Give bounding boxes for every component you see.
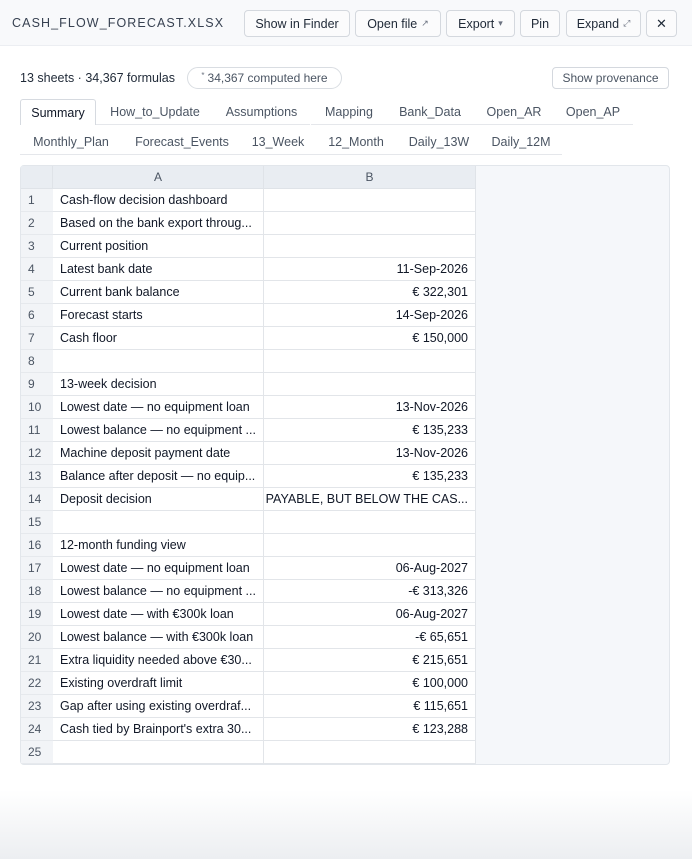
cell-b[interactable]: € 115,651 [264,695,476,718]
column-header-a[interactable]: A [53,166,264,189]
table-row [21,718,476,741]
table-row [21,603,476,626]
asterisk-icon: * [201,70,205,80]
cell-b[interactable]: € 123,288 [264,718,476,741]
row-number[interactable]: 15 [21,511,53,534]
row-number[interactable]: 24 [21,718,53,741]
row-number[interactable]: 10 [21,396,53,419]
row-number[interactable]: 4 [21,258,53,281]
cell-a[interactable]: 12-month funding view [53,534,264,557]
row-number[interactable]: 11 [21,419,53,442]
close-icon: ✕ [656,15,667,31]
show-in-finder-button[interactable] [244,10,350,37]
computed-badge-label: 34,367 computed here [207,71,328,85]
cell-a[interactable]: 13-week decision [53,373,264,396]
row-number[interactable]: 20 [21,626,53,649]
cell-b[interactable] [264,189,476,212]
cell-a[interactable]: Machine deposit payment date [53,442,264,465]
row-number[interactable]: 18 [21,580,53,603]
export-label: Export [458,16,495,31]
row-number[interactable]: 1 [21,189,53,212]
cell-b[interactable] [264,511,476,534]
cell-a[interactable]: Existing overdraft limit [53,672,264,695]
row-number[interactable]: 8 [21,350,53,373]
table-row [21,649,476,672]
cell-b[interactable]: € 100,000 [264,672,476,695]
row-number[interactable]: 22 [21,672,53,695]
export-button[interactable] [446,10,515,37]
cell-a[interactable] [53,511,264,534]
row-number[interactable]: 3 [21,235,53,258]
cell-a[interactable] [53,350,264,373]
open-file-label: Open file [367,16,418,31]
cell-b[interactable]: 06-Aug-2027 [264,557,476,580]
cell-a[interactable]: Cash floor [53,327,264,350]
row-number[interactable]: 16 [21,534,53,557]
cell-a[interactable]: Based on the bank export throug... [53,212,264,235]
tab-assumptions[interactable]: Assumptions [213,99,310,125]
cell-b[interactable] [264,534,476,557]
column-header-b[interactable]: B [264,166,476,189]
cell-a[interactable]: Lowest date — no equipment loan [53,557,264,580]
row-number[interactable]: 12 [21,442,53,465]
expand-button[interactable] [566,10,641,37]
cell-b[interactable]: € 215,651 [264,649,476,672]
row-number[interactable]: 17 [21,557,53,580]
cell-b[interactable]: € 322,301 [264,281,476,304]
tab-daily-13w[interactable]: Daily_13W [398,129,480,155]
row-number[interactable]: 19 [21,603,53,626]
table-row [21,396,476,419]
table-row [21,373,476,396]
tab-how-to-update[interactable]: How_to_Update [96,99,214,125]
open-file-button[interactable] [355,10,441,37]
table-row [21,695,476,718]
show-provenance-button[interactable]: Show provenance [552,67,669,89]
arrow-up-right-icon: ↗ [421,18,429,28]
cell-b[interactable] [264,350,476,373]
table-row [21,672,476,695]
cell-b[interactable]: -€ 65,651 [264,626,476,649]
expand-icon: ⤢ [623,18,631,28]
table-row [21,741,476,764]
row-number[interactable]: 6 [21,304,53,327]
table-row [21,350,476,373]
cell-a[interactable]: Current position [53,235,264,258]
cell-b[interactable]: € 150,000 [264,327,476,350]
row-number[interactable]: 14 [21,488,53,511]
cell-a[interactable]: Cash tied by Brainport's extra 30... [53,718,264,741]
preview-header [0,0,692,46]
table-row [21,235,476,258]
cell-a[interactable]: Lowest balance — with €300k loan [53,626,264,649]
cell-a[interactable]: Latest bank date [53,258,264,281]
cell-a[interactable]: Current bank balance [53,281,264,304]
cell-a[interactable]: Gap after using existing overdraf... [53,695,264,718]
table-row [21,465,476,488]
bottom-shadow [0,790,692,859]
table-row [21,511,476,534]
tab-bank-data[interactable]: Bank_Data [386,99,474,125]
cell-a[interactable]: Lowest date — no equipment loan [53,396,264,419]
tab-open-ap[interactable]: Open_AP [553,99,633,125]
cell-b[interactable]: 06-Aug-2027 [264,603,476,626]
row-number[interactable]: 2 [21,212,53,235]
cell-b[interactable] [264,373,476,396]
table-row [21,626,476,649]
table-row [21,327,476,350]
table-row [21,189,476,212]
tab-monthly-plan[interactable]: Monthly_Plan [20,129,122,155]
table-row [21,442,476,465]
cell-a[interactable]: Cash-flow decision dashboard [53,189,264,212]
row-number[interactable]: 9 [21,373,53,396]
table-row [21,580,476,603]
row-number[interactable]: 23 [21,695,53,718]
cell-b[interactable]: PAYABLE, BUT BELOW THE CAS... [264,488,476,511]
grid-corner [21,166,53,189]
table-row [21,281,476,304]
cell-a[interactable] [53,741,264,764]
cell-b[interactable] [264,741,476,764]
row-number[interactable]: 5 [21,281,53,304]
cell-b[interactable]: 13-Nov-2026 [264,442,476,465]
cell-b[interactable] [264,235,476,258]
cell-a[interactable]: Lowest balance — no equipment ... [53,580,264,603]
cell-a[interactable]: Lowest balance — no equipment ... [53,419,264,442]
tab-open-ar[interactable]: Open_AR [474,99,554,125]
tab-daily-12m[interactable]: Daily_12M [480,129,562,155]
tab-forecast-events[interactable]: Forecast_Events [122,129,242,155]
cell-b[interactable]: € 135,233 [264,419,476,442]
row-number[interactable]: 13 [21,465,53,488]
tab-summary[interactable]: Summary [20,99,96,125]
cell-b[interactable] [264,212,476,235]
close-button[interactable] [646,10,677,37]
table-row [21,304,476,327]
row-number[interactable]: 7 [21,327,53,350]
table-row [21,534,476,557]
cell-b[interactable]: 11-Sep-2026 [264,258,476,281]
row-number[interactable]: 25 [21,741,53,764]
file-title: CASH_FLOW_FORECAST.XLSX [12,16,225,30]
show-in-finder-label: Show in Finder [255,16,339,31]
cell-a[interactable]: Balance after deposit — no equip... [53,465,264,488]
tab-mapping[interactable]: Mapping [311,99,387,125]
cell-a[interactable]: Lowest date — with €300k loan [53,603,264,626]
table-row [21,488,476,511]
cell-b[interactable]: € 135,233 [264,465,476,488]
cell-b[interactable]: 14-Sep-2026 [264,304,476,327]
pin-label: Pin [530,16,550,31]
pin-button[interactable] [520,10,560,37]
workbook-summary: 13 sheets · 34,367 formulas [20,71,175,85]
table-row [21,419,476,442]
cell-a[interactable]: Extra liquidity needed above €30... [53,649,264,672]
spreadsheet-panel [20,165,670,765]
tab-12-month[interactable]: 12_Month [314,129,398,155]
table-row [21,557,476,580]
row-number[interactable]: 21 [21,649,53,672]
tab-13-week[interactable]: 13_Week [242,129,314,155]
chevron-down-icon: ▾ [498,18,503,28]
expand-label: Expand [576,16,620,31]
cell-a[interactable]: Forecast starts [53,304,264,327]
cell-a[interactable]: Deposit decision [53,488,264,511]
cell-b[interactable]: -€ 313,326 [264,580,476,603]
table-row [21,258,476,281]
cell-b[interactable]: 13-Nov-2026 [264,396,476,419]
table-row [21,212,476,235]
computed-badge [187,67,342,89]
